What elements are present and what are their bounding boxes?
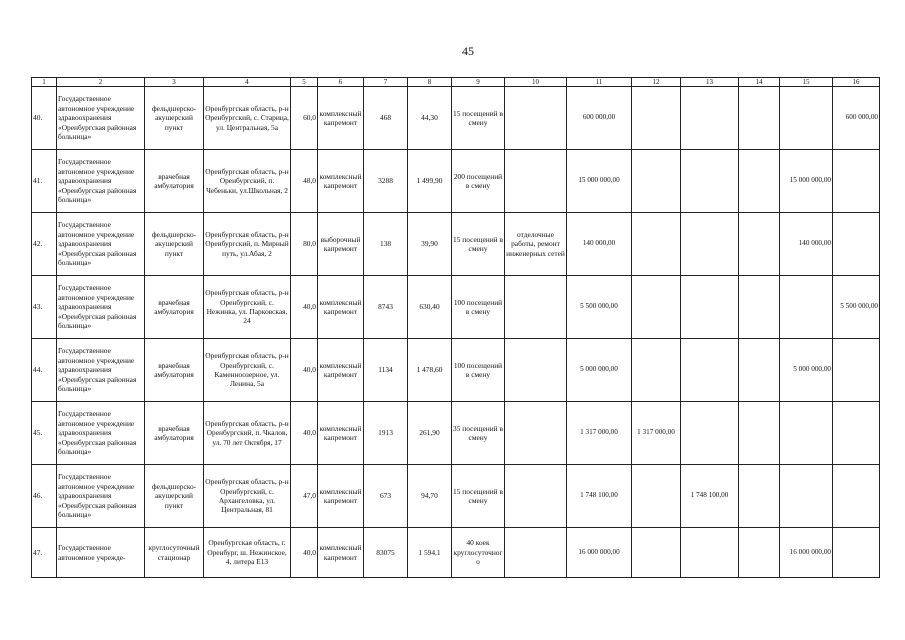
facility-address: Оренбургская область, р-н Оренбургский, п. Чебеньки, ул.Школьная, 2 — [204, 150, 291, 213]
row-number: 42. — [32, 213, 57, 276]
row-number: 41. — [32, 150, 57, 213]
facility-type: круглосуточный стационар — [145, 528, 204, 578]
amount-col12 — [632, 87, 681, 150]
amount-col15 — [780, 87, 833, 150]
amount-col11: 140 000,00 — [567, 213, 632, 276]
institution-name: Государственное автономное учрежде- — [57, 528, 145, 578]
amount-col12 — [632, 339, 681, 402]
value-col8: 44,30 — [408, 87, 452, 150]
institution-name: Государственное автономное учреждение здравоохранения «Оренбургская районная больница» — [57, 465, 145, 528]
work-description — [505, 465, 567, 528]
facility-capacity: 15 посещений в смену — [452, 213, 505, 276]
value-col5: 40,0 — [291, 339, 318, 402]
facility-type: врачебная амбулатория — [145, 402, 204, 465]
facility-capacity: 40 коек круглосуточного — [452, 528, 505, 578]
amount-col16 — [833, 213, 880, 276]
column-header-2: 2 — [57, 78, 145, 87]
amount-col15 — [780, 276, 833, 339]
registry-table — [31, 77, 880, 578]
facility-type: фельдшерско-акушерский пункт — [145, 465, 204, 528]
amount-col14 — [739, 528, 780, 578]
value-col5: 60,0 — [291, 87, 318, 150]
table-row — [32, 276, 880, 339]
institution-name: Государственное автономное учреждение здравоохранения «Оренбургская районная больница» — [57, 276, 145, 339]
amount-col13 — [681, 402, 739, 465]
amount-col15 — [780, 465, 833, 528]
facility-type: фельдшерско-акушерский пункт — [145, 87, 204, 150]
value-col7: 673 — [364, 465, 408, 528]
column-header-13: 13 — [681, 78, 739, 87]
column-header-10: 10 — [505, 78, 567, 87]
amount-col15 — [780, 402, 833, 465]
amount-col15: 5 000 000,00 — [780, 339, 833, 402]
table-row — [32, 402, 880, 465]
value-col8: 630,40 — [408, 276, 452, 339]
table-row — [32, 213, 880, 276]
amount-col11: 1 748 100,00 — [567, 465, 632, 528]
amount-col15: 15 000 000,00 — [780, 150, 833, 213]
amount-col16 — [833, 402, 880, 465]
column-header-15: 15 — [780, 78, 833, 87]
work-type: комплексный капремонт — [318, 150, 364, 213]
work-description — [505, 150, 567, 213]
value-col5: 80,0 — [291, 213, 318, 276]
amount-col16 — [833, 528, 880, 578]
value-col7: 3288 — [364, 150, 408, 213]
amount-col14 — [739, 339, 780, 402]
column-header-3: 3 — [145, 78, 204, 87]
amount-col16 — [833, 150, 880, 213]
value-col5: 40,0 — [291, 402, 318, 465]
value-col7: 1134 — [364, 339, 408, 402]
amount-col14 — [739, 150, 780, 213]
value-col8: 1 499,90 — [408, 150, 452, 213]
amount-col13 — [681, 276, 739, 339]
facility-address: Оренбургская область, р-н Оренбургский, с. Нежинка, ул. Парковская, 24 — [204, 276, 291, 339]
table-row — [32, 339, 880, 402]
work-description — [505, 339, 567, 402]
facility-address: Оренбургская область, р-н Оренбургский, с. Старица, ул. Центральная, 5а — [204, 87, 291, 150]
column-header-4: 4 — [204, 78, 291, 87]
amount-col12 — [632, 276, 681, 339]
row-number: 44. — [32, 339, 57, 402]
amount-col12 — [632, 465, 681, 528]
amount-col15: 140 000,00 — [780, 213, 833, 276]
row-number: 45. — [32, 402, 57, 465]
facility-capacity: 15 посещений в смену — [452, 465, 505, 528]
facility-address: Оренбургская область, р-н Оренбургский, п. Чкалов, ул. 70 лет Октября, 17 — [204, 402, 291, 465]
value-col8: 261,90 — [408, 402, 452, 465]
amount-col12 — [632, 150, 681, 213]
column-header-6: 6 — [318, 78, 364, 87]
value-col5: 48,0 — [291, 150, 318, 213]
amount-col13 — [681, 213, 739, 276]
amount-col16: 600 000,00 — [833, 87, 880, 150]
facility-address: Оренбургская область, г. Оренбург, ш. Нежинское, 4, литера Е13 — [204, 528, 291, 578]
amount-col15: 16 000 000,00 — [780, 528, 833, 578]
work-type: комплексный капремонт — [318, 339, 364, 402]
amount-col16 — [833, 339, 880, 402]
amount-col11: 5 500 000,00 — [567, 276, 632, 339]
facility-type: врачебная амбулатория — [145, 339, 204, 402]
amount-col11: 5 000 000,00 — [567, 339, 632, 402]
value-col8: 94,70 — [408, 465, 452, 528]
facility-address: Оренбургская область, р-н Оренбургский, с. Каменноозерное, ул. Ленина, 5а — [204, 339, 291, 402]
work-description — [505, 87, 567, 150]
facility-capacity: 100 посещений в смену — [452, 276, 505, 339]
amount-col11: 16 000 000,00 — [567, 528, 632, 578]
page-number: 45 — [462, 44, 474, 58]
amount-col12: 1 317 000,00 — [632, 402, 681, 465]
institution-name: Государственное автономное учреждение здравоохранения «Оренбургская районная больница» — [57, 150, 145, 213]
column-header-5: 5 — [291, 78, 318, 87]
amount-col11: 1 317 000,00 — [567, 402, 632, 465]
amount-col12 — [632, 213, 681, 276]
facility-capacity: 35 посещений в смену — [452, 402, 505, 465]
row-number: 47. — [32, 528, 57, 578]
table-row — [32, 465, 880, 528]
value-col7: 468 — [364, 87, 408, 150]
institution-name: Государственное автономное учреждение здравоохранения «Оренбургская районная больница» — [57, 87, 145, 150]
work-description — [505, 276, 567, 339]
amount-col13: 1 748 100,00 — [681, 465, 739, 528]
amount-col14 — [739, 87, 780, 150]
work-type: комплексный капремонт — [318, 87, 364, 150]
row-number: 40. — [32, 87, 57, 150]
value-col5: 47,0 — [291, 465, 318, 528]
value-col8: 1 478,60 — [408, 339, 452, 402]
row-number: 46. — [32, 465, 57, 528]
facility-capacity: 15 посещений в смену — [452, 87, 505, 150]
work-type: комплексный капремонт — [318, 276, 364, 339]
facility-address: Оренбургская область, р-н Оренбургский, с. Архангеловка, ул. Центральная, 81 — [204, 465, 291, 528]
work-description — [505, 528, 567, 578]
work-type: комплексный капремонт — [318, 402, 364, 465]
table-row — [32, 150, 880, 213]
value-col8: 39,90 — [408, 213, 452, 276]
institution-name: Государственное автономное учреждение здравоохранения «Оренбургская районная больница» — [57, 339, 145, 402]
value-col7: 138 — [364, 213, 408, 276]
amount-col13 — [681, 150, 739, 213]
amount-col14 — [739, 213, 780, 276]
amount-col14 — [739, 402, 780, 465]
institution-name: Государственное автономное учреждение здравоохранения «Оренбургская районная больница» — [57, 213, 145, 276]
amount-col12 — [632, 528, 681, 578]
amount-col14 — [739, 465, 780, 528]
work-type: комплексный капремонт — [318, 465, 364, 528]
row-number: 43. — [32, 276, 57, 339]
work-type: выборочный капремонт — [318, 213, 364, 276]
header-row — [32, 78, 880, 87]
column-header-8: 8 — [408, 78, 452, 87]
facility-capacity: 100 посещений в смену — [452, 339, 505, 402]
column-header-1: 1 — [32, 78, 57, 87]
facility-address: Оренбургская область, р-н Оренбургский, п. Мирный путь, ул.Абая, 2 — [204, 213, 291, 276]
amount-col13 — [681, 339, 739, 402]
column-header-12: 12 — [632, 78, 681, 87]
value-col5: 40,0 — [291, 528, 318, 578]
work-type: комплексный капремонт — [318, 528, 364, 578]
facility-capacity: 200 посещений в смену — [452, 150, 505, 213]
column-header-7: 7 — [364, 78, 408, 87]
value-col7: 83075 — [364, 528, 408, 578]
table-row — [32, 528, 880, 578]
value-col7: 1913 — [364, 402, 408, 465]
column-header-14: 14 — [739, 78, 780, 87]
amount-col13 — [681, 528, 739, 578]
column-header-9: 9 — [452, 78, 505, 87]
value-col7: 8743 — [364, 276, 408, 339]
value-col8: 1 594,1 — [408, 528, 452, 578]
amount-col11: 600 000,00 — [567, 87, 632, 150]
amount-col16: 5 500 000,00 — [833, 276, 880, 339]
facility-type: врачебная амбулатория — [145, 150, 204, 213]
amount-col14 — [739, 276, 780, 339]
facility-type: фельдшерско-акушерский пункт — [145, 213, 204, 276]
column-header-11: 11 — [567, 78, 632, 87]
work-description — [505, 402, 567, 465]
amount-col11: 15 000 000,00 — [567, 150, 632, 213]
amount-col16 — [833, 465, 880, 528]
column-header-16: 16 — [833, 78, 880, 87]
institution-name: Государственное автономное учреждение здравоохранения «Оренбургская районная больница» — [57, 402, 145, 465]
amount-col13 — [681, 87, 739, 150]
table-row — [32, 87, 880, 150]
facility-type: врачебная амбулатория — [145, 276, 204, 339]
work-description: отделочные работы, ремонт инженерных сетей — [505, 213, 567, 276]
value-col5: 40,0 — [291, 276, 318, 339]
